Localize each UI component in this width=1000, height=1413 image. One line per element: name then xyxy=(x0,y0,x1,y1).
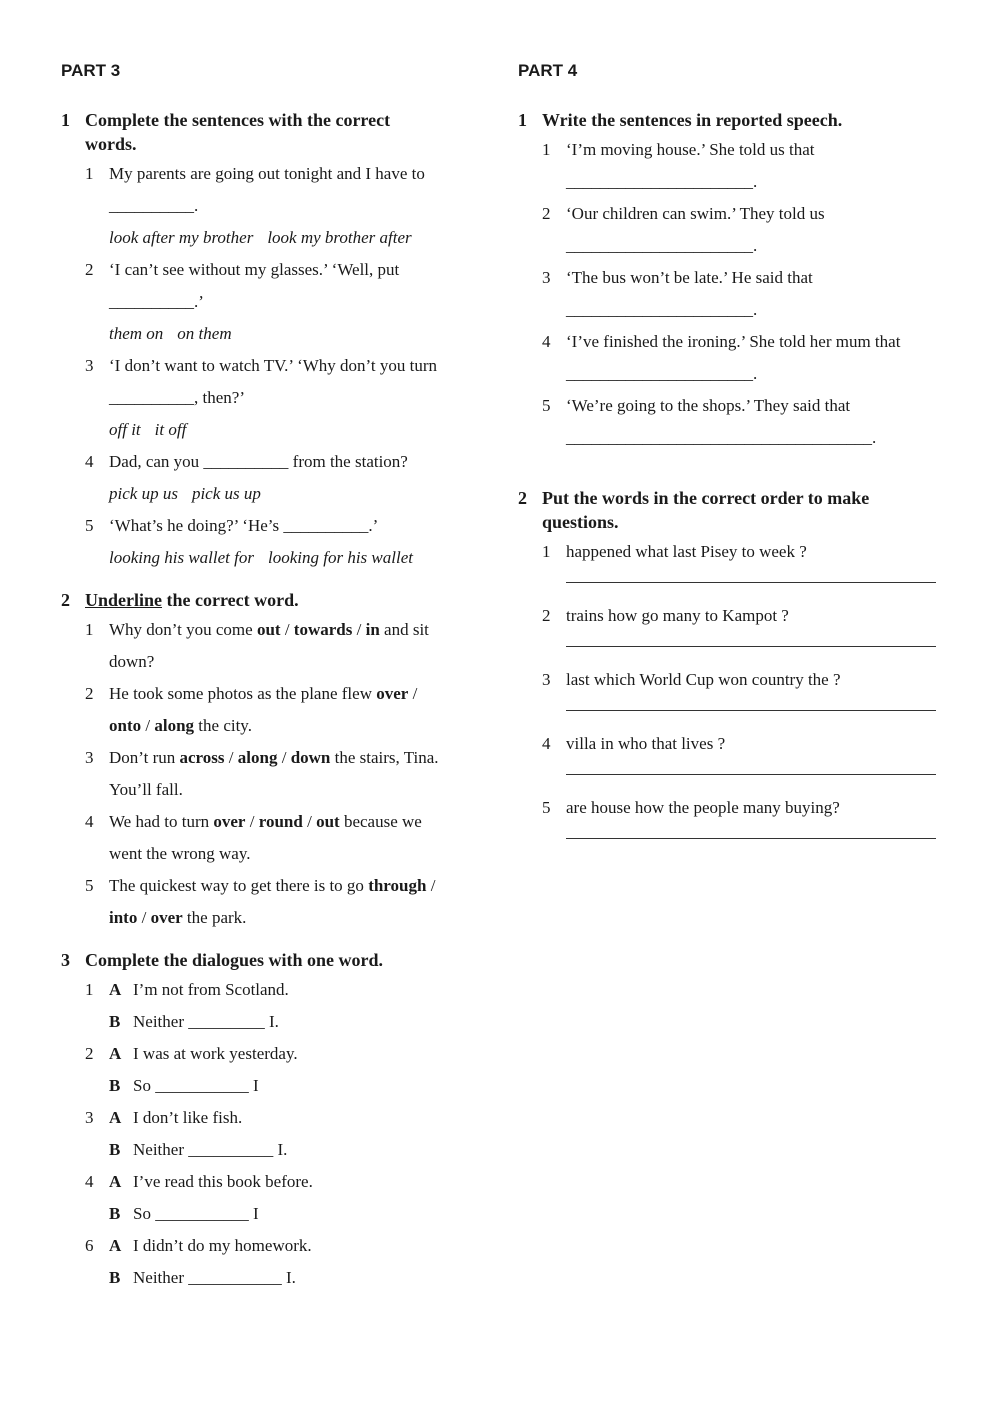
exercise-number: 3 xyxy=(61,950,70,970)
option[interactable]: it off xyxy=(154,420,187,439)
speaker-label: B xyxy=(109,1140,121,1159)
word-order-item xyxy=(542,536,948,583)
exercise-items xyxy=(61,158,481,574)
item-number: 4 xyxy=(85,452,94,471)
item-number: 4 xyxy=(85,812,94,831)
item-number: 3 xyxy=(542,268,551,287)
question-item xyxy=(85,510,481,574)
question-text: ‘Our children can swim.’ They told us xyxy=(566,204,825,223)
word-choice[interactable]: out xyxy=(256,620,281,639)
answer-line[interactable] xyxy=(566,710,936,711)
answer-line[interactable] xyxy=(566,582,936,583)
answer-line[interactable] xyxy=(566,646,936,647)
item-number: 5 xyxy=(542,396,551,415)
item-number: 2 xyxy=(542,606,551,625)
item-number: 6 xyxy=(85,1236,94,1255)
answer-line[interactable] xyxy=(566,774,936,775)
scrambled-words: happened what last Pisey to week ? xyxy=(566,542,807,561)
separator: / xyxy=(277,748,291,767)
dialogue-line: I didn’t do my homework. xyxy=(133,1236,312,1255)
word-choice[interactable]: through xyxy=(368,876,427,895)
sentence-part: We had to turn xyxy=(109,812,214,831)
exercise-number: 2 xyxy=(61,590,70,610)
exercise-heading xyxy=(61,108,481,156)
question-item xyxy=(85,350,481,446)
exercise-number: 1 xyxy=(518,110,527,130)
word-order-item xyxy=(542,728,948,775)
speaker-label: B xyxy=(109,1204,121,1223)
speaker-label: A xyxy=(109,1044,122,1063)
word-choice[interactable]: along xyxy=(237,748,278,767)
exercise-items xyxy=(61,614,481,934)
exercise-number: 2 xyxy=(518,488,527,508)
item-number: 2 xyxy=(542,204,551,223)
exercise-items xyxy=(518,134,948,454)
exercise-heading xyxy=(518,108,948,132)
answer-options xyxy=(109,222,481,254)
dialogue-line: I was at work yesterday. xyxy=(133,1044,298,1063)
dialogue-blank[interactable]: Neither _________ I. xyxy=(133,1012,279,1031)
scrambled-words: are house how the people many buying? xyxy=(566,798,840,817)
reported-speech-item xyxy=(542,198,948,262)
option[interactable]: look my brother after xyxy=(267,228,412,247)
question-item xyxy=(85,158,481,254)
sentence-part: the city. xyxy=(194,716,252,735)
speaker-label: B xyxy=(109,1012,121,1031)
question-item xyxy=(85,742,481,806)
word-choice[interactable]: out xyxy=(316,812,340,831)
dialogue-item xyxy=(85,974,481,1038)
answer-blank[interactable]: __________.’ xyxy=(109,292,204,311)
exercise-heading xyxy=(61,948,481,972)
answer-options xyxy=(109,478,481,510)
answer-blank[interactable]: ______________________. xyxy=(566,364,758,383)
word-choice[interactable]: along xyxy=(154,716,195,735)
heading-line: Put the words in the correct order to make xyxy=(542,488,870,508)
scrambled-words: last which World Cup won country the ? xyxy=(566,670,841,689)
word-choice[interactable]: into xyxy=(109,908,138,927)
option[interactable]: look after my brother xyxy=(109,228,254,247)
reported-speech-item xyxy=(542,326,948,390)
question-item xyxy=(85,806,481,870)
question-text: ‘I don’t want to watch TV.’ ‘Why don’t you turn xyxy=(109,356,437,375)
question-text: ‘I’m moving house.’ She told us that xyxy=(566,140,815,159)
answer-blank[interactable]: ______________________. xyxy=(566,172,758,191)
dialogue-blank[interactable]: So ___________ I xyxy=(133,1076,259,1095)
speaker-label: A xyxy=(109,1172,122,1191)
part3-column xyxy=(61,108,481,1294)
question-text: My parents are going out tonight and I have to xyxy=(109,164,425,183)
exercise-items xyxy=(61,974,481,1294)
option[interactable]: off it xyxy=(109,420,141,439)
word-choice[interactable]: across xyxy=(179,748,225,767)
exercise-items xyxy=(518,536,948,839)
speaker-label: A xyxy=(109,1108,122,1127)
item-number: 5 xyxy=(85,876,94,895)
item-number: 2 xyxy=(85,260,94,279)
question-text[interactable]: Dad, can you __________ from the station? xyxy=(109,452,408,471)
dialogue-item xyxy=(85,1038,481,1102)
question-item xyxy=(85,254,481,350)
question-item xyxy=(85,678,481,742)
option[interactable]: looking his wallet for xyxy=(109,548,254,567)
option[interactable]: them on xyxy=(109,324,164,343)
sentence-part: the park. xyxy=(182,908,247,927)
item-number: 1 xyxy=(85,164,94,183)
word-choice[interactable]: over xyxy=(376,684,409,703)
heading-line: words. xyxy=(85,134,137,154)
answer-blank[interactable]: __________. xyxy=(109,196,199,215)
sentence-part: Don’t run xyxy=(109,748,180,767)
separator: / xyxy=(408,684,418,703)
answer-options xyxy=(109,318,481,350)
heading-line: Complete the sentences with the correct xyxy=(85,110,391,130)
word-order-item xyxy=(542,664,948,711)
word-order-item xyxy=(542,792,948,839)
dialogue-item xyxy=(85,1102,481,1166)
item-number: 1 xyxy=(85,620,94,639)
heading-text: the correct word. xyxy=(162,590,299,610)
answer-blank[interactable]: __________, then?’ xyxy=(109,388,245,407)
separator: / xyxy=(141,716,155,735)
heading-text: Write the sentences in reported speech. xyxy=(542,110,843,130)
word-choice[interactable]: towards xyxy=(293,620,353,639)
item-number: 3 xyxy=(85,748,94,767)
question-item xyxy=(85,446,481,510)
word-choice[interactable]: over xyxy=(150,908,183,927)
option[interactable]: pick us up xyxy=(191,484,261,503)
speaker-label: B xyxy=(109,1268,121,1287)
sentence-part: He took some photos as the plane flew xyxy=(109,684,377,703)
speaker-label: A xyxy=(109,1236,122,1255)
sentence-part: because we xyxy=(339,812,422,831)
heading-text: Complete the dialogues with one word. xyxy=(85,950,383,970)
dialogue-blank[interactable]: Neither __________ I. xyxy=(133,1140,288,1159)
answer-blank[interactable]: ______________________. xyxy=(566,300,758,319)
word-order-item xyxy=(542,600,948,647)
item-number: 1 xyxy=(542,542,551,561)
dialogue-line: I’ve read this book before. xyxy=(133,1172,313,1191)
reported-speech-item xyxy=(542,262,948,326)
option[interactable]: pick up us xyxy=(109,484,178,503)
option[interactable]: looking for his wallet xyxy=(267,548,413,567)
item-number: 5 xyxy=(85,516,94,535)
item-number: 3 xyxy=(542,670,551,689)
answer-line[interactable] xyxy=(566,838,936,839)
dialogue-line: I’m not from Scotland. xyxy=(133,980,289,999)
question-text: ‘The bus won’t be late.’ He said that xyxy=(566,268,813,287)
sentence-part: and sit xyxy=(379,620,429,639)
item-number: 1 xyxy=(85,980,94,999)
item-number: 5 xyxy=(542,798,551,817)
question-text: ‘I can’t see without my glasses.’ ‘Well, put xyxy=(109,260,400,279)
separator: / xyxy=(426,876,436,895)
reported-speech-item xyxy=(542,134,948,198)
heading-line: questions. xyxy=(542,512,619,532)
sentence-part: The quickest way to get there is to go xyxy=(109,876,369,895)
dialogue-line: I don’t like fish. xyxy=(133,1108,243,1127)
sentence-part: You’ll fall. xyxy=(109,780,183,799)
answer-options xyxy=(109,542,481,574)
separator: / xyxy=(280,620,294,639)
dialogue-blank[interactable]: Neither ___________ I. xyxy=(133,1268,296,1287)
item-number: 4 xyxy=(542,332,551,351)
item-number: 2 xyxy=(85,684,94,703)
heading-underlined: Underline xyxy=(85,590,163,610)
word-choice[interactable]: onto xyxy=(109,716,142,735)
speaker-label: B xyxy=(109,1076,121,1095)
exercise-heading xyxy=(61,588,481,612)
separator: / xyxy=(224,748,238,767)
sentence-part: the stairs, Tina. xyxy=(330,748,439,767)
question-item xyxy=(85,870,481,934)
word-choice[interactable]: over xyxy=(213,812,246,831)
question-text: ‘We’re going to the shops.’ They said that xyxy=(566,396,851,415)
question-text: ‘I’ve finished the ironing.’ She told her mum that xyxy=(566,332,901,351)
dialogue-item xyxy=(85,1166,481,1230)
speaker-label: A xyxy=(109,980,122,999)
item-number: 3 xyxy=(85,356,94,375)
scrambled-words: villa in who that lives ? xyxy=(566,734,726,753)
scrambled-words: trains how go many to Kampot ? xyxy=(566,606,789,625)
item-number: 2 xyxy=(85,1044,94,1063)
exercise-number: 1 xyxy=(61,110,70,130)
separator: / xyxy=(302,812,317,831)
word-choice[interactable]: down xyxy=(290,748,331,767)
item-number: 4 xyxy=(542,734,551,753)
word-choice[interactable]: round xyxy=(258,812,303,831)
answer-blank[interactable]: ______________________. xyxy=(566,236,758,255)
question-text[interactable]: ‘What’s he doing?’ ‘He’s __________.’ xyxy=(109,516,379,535)
part4-column xyxy=(518,108,948,856)
answer-blank[interactable]: ____________________________________. xyxy=(566,428,877,447)
part4-title: PART 4 xyxy=(518,61,578,80)
part3-title: PART 3 xyxy=(61,61,121,80)
sentence-part: down? xyxy=(109,652,155,671)
separator: / xyxy=(245,812,259,831)
item-number: 1 xyxy=(542,140,551,159)
sentence-part: went the wrong way. xyxy=(109,844,251,863)
item-number: 4 xyxy=(85,1172,94,1191)
dialogue-item xyxy=(85,1230,481,1294)
sentence-part: Why don’t you come xyxy=(109,620,257,639)
word-choice[interactable]: in xyxy=(365,620,380,639)
dialogue-blank[interactable]: So ___________ I xyxy=(133,1204,259,1223)
reported-speech-item xyxy=(542,390,948,454)
option[interactable]: on them xyxy=(177,324,232,343)
exercise-heading xyxy=(518,486,948,534)
question-item xyxy=(85,614,481,678)
separator: / xyxy=(352,620,366,639)
item-number: 3 xyxy=(85,1108,94,1127)
answer-options xyxy=(109,414,481,446)
separator: / xyxy=(137,908,151,927)
